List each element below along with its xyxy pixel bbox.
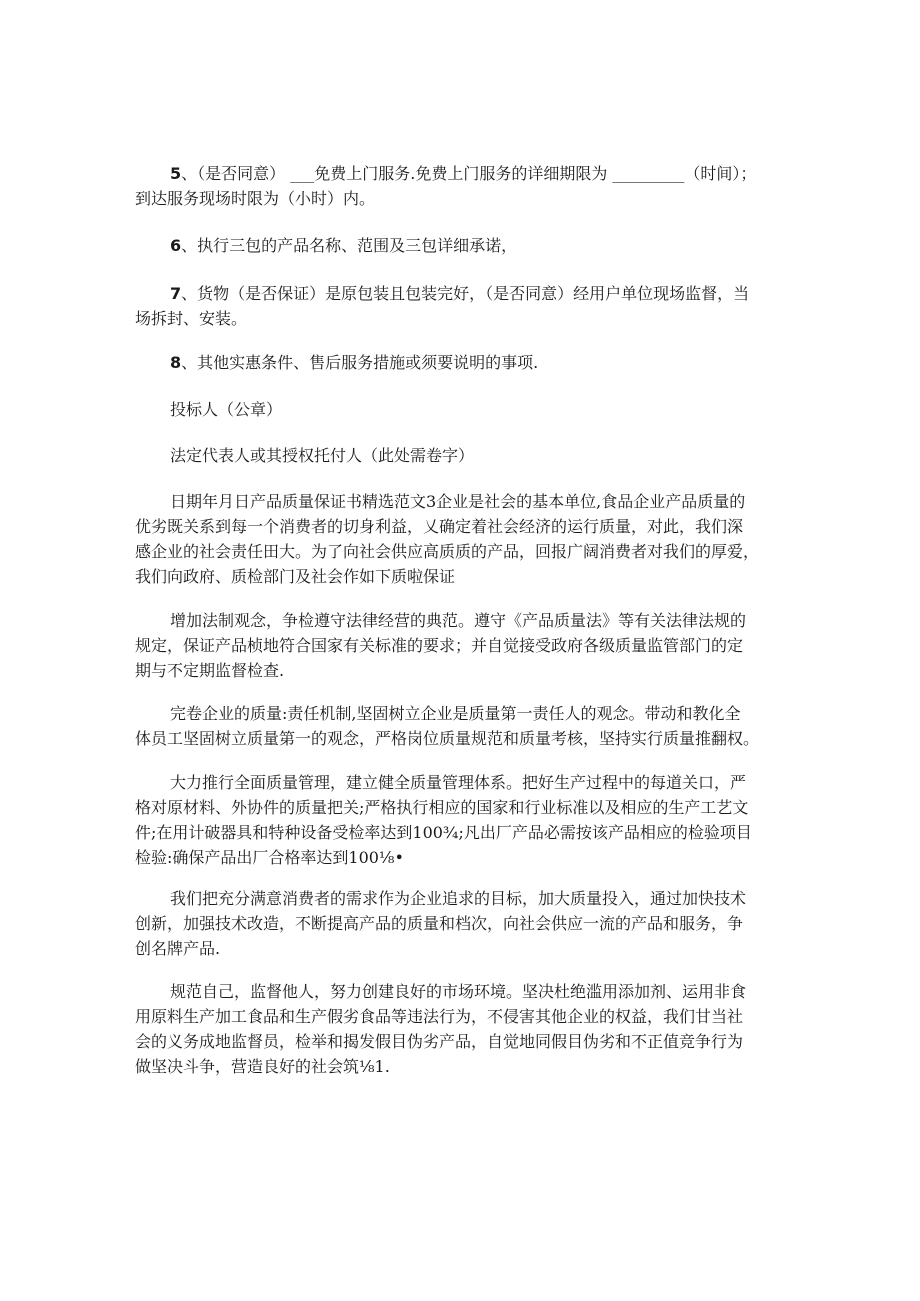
paragraph-innovation: 我们把充分满意消费者的需求作为企业追求的目标，加大质量投入，通过加快技术 创新，加强技术改造，不断提高产品的质量和档次，向社会供应一流的产品和服务，争 创名牌产品. (135, 889, 747, 958)
item-7-line-1: 7、货物（是否保证）是原包装且包装完好，（是否同意）经用户单位现场监督，当 (170, 284, 750, 303)
item-5-line-1: 5、（是否同意） ___免费上门服务.免费上门服务的详细期限为 _________（时间）； (170, 164, 757, 183)
paragraph-legal-compliance: 增加法制观念，争检遵守法律经营的典范。遵守《产品质量法》等有关法律法规的 规定，保证产品桢地符合国家有关标准的要求；并自觉接受政府各级质量监管部门的定 期与不定期监督检查. (135, 611, 747, 680)
item-number: 8 (170, 353, 182, 372)
item-7 (135, 281, 795, 331)
item-number: 7 (170, 284, 182, 303)
item-6-line-1: 6、执行三包的产品名称、范围及三包详细承诺， (170, 236, 518, 255)
item-5-line-2: 到达服务现场时限为（小时）内。 (135, 189, 376, 208)
paragraph-quality-management: 大力推行全面质量管理，建立健全质量管理体系。把好生产过程中的每道关口，严 格对原材料、外协件的质量把关;严格执行相应的国家和行业标准以及相应的生产工艺文 件;在用计破器具和特种设备受检率达到100¾;凡出厂产品必需按该产品相应的检验项目 检验:确保产品出厂合格率达到100⅛• (135, 773, 752, 867)
paragraph-guarantee-intro: 日期年月日产品质量保证书精选范文3企业是社会的基本单位,食品企业产品质量的 优劣既关系到每一个消费者的切身利益，乂确定着社会经济的运行质量，对此，我们深 感企业的社会责任田大。为了向社会供应高质质的产品，回报广阔消费者对我们的厚爱， 我们向政府、质检部门及社会作如下质啦保证 (135, 492, 760, 586)
item-6 (135, 233, 795, 258)
bidder-seal-line: 投标人（公章） (170, 400, 283, 419)
item-5 (135, 161, 795, 211)
item-number: 5 (170, 164, 182, 183)
paragraph-responsibility: 完卷企业的质量:责任机制,坚固树立企业是质量第一责任人的观念。带动和教化全 体员工坚固树立质量第一的观念，严格岗位质量规范和质量考核，坚持实行质量推翻权。 (135, 704, 760, 748)
representative-line: 法定代表人或其授权托付人（此处需卷字） (170, 446, 475, 465)
item-8 (135, 350, 795, 375)
paragraph-market-environment: 规范自己，监督他人，努力创建良好的市场环境。坚决杜绝滥用添加剂、运用非食 用原料生产加工食品和生产假劣食品等违法行为，不侵害其他企业的权益，我们甘当社 会的义务成地监督员，检举和揭发假目伪劣产品，自觉地同假目伪劣和不正值竞争行为 做坚决斗争，营造良好的社会筑⅛1. (135, 982, 747, 1076)
item-8-line-1: 8、其他实惠条件、售后服务措施或须要说明的事项. (170, 353, 539, 372)
item-number: 6 (170, 236, 182, 255)
item-7-line-2: 场拆封、安装。 (135, 309, 248, 328)
